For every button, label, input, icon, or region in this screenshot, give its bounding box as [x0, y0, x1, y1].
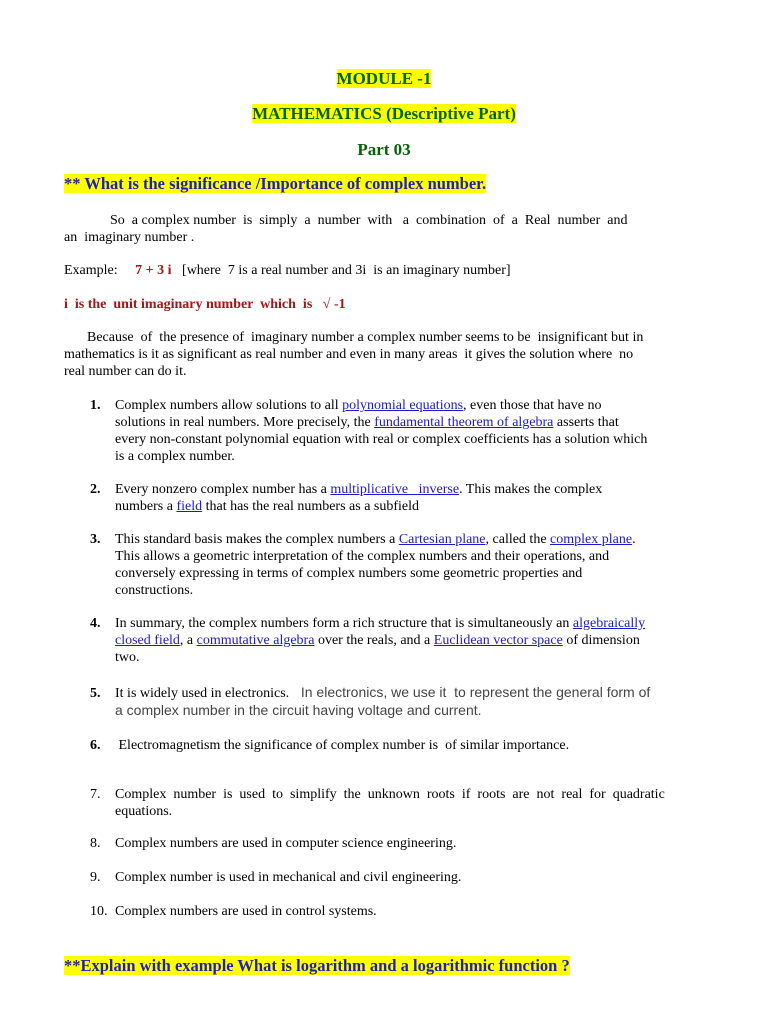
list-item: Complex numbers are used in computer science engineering.	[115, 836, 457, 851]
list-item-number: 5.	[90, 686, 101, 701]
list-item: It is widely used in electronics. In electronics, we use it to represent the general form of a complex number in the circuit having voltage and current.	[115, 684, 651, 718]
example-expression: 7 + 3 i	[135, 263, 172, 278]
example-note: [where 7 is a real number and 3i is an imaginary number]	[182, 263, 511, 278]
link-field[interactable]: field	[176, 499, 203, 514]
list-item: Complex number is used in mechanical and civil engineering.	[115, 870, 462, 885]
list-item: This standard basis makes the complex numbers a Cartesian plane, called the complex plane. This allows a geometric interpretation of the complex numbers and their operations, and conversely expressing in terms of complex numbers some geometric properties and constructions.	[115, 532, 636, 598]
list-item-number: 6.	[90, 738, 101, 753]
list-item: Every nonzero complex number has a multiplicative inverse. This makes the complex numbers a field that has the real numbers as a subfield	[115, 482, 603, 514]
list-item-number: 4.	[90, 616, 101, 631]
link-closed-field[interactable]: closed field	[115, 633, 180, 648]
link-polynomial-equations[interactable]: polynomial equations	[342, 398, 464, 413]
part-title: Part 03	[357, 140, 411, 159]
example-line	[64, 262, 704, 279]
list-item-number: 10.	[90, 904, 108, 919]
intro-line-1: So a complex number is simply a number with a combination of a Real number and	[110, 213, 628, 228]
unit-imaginary-line: i is the unit imaginary number which is √ -1	[64, 297, 346, 312]
link-commutative-algebra[interactable]: commutative algebra	[196, 633, 315, 648]
list-item: Electromagnetism the significance of complex number is of similar importance.	[115, 738, 570, 753]
because-line-1: Because of the presence of imaginary number a complex number seems to be insignificant but in	[87, 330, 644, 345]
link-euclidean-vector-space[interactable]: Euclidean vector space	[433, 633, 563, 648]
example-label: Example:	[64, 263, 118, 278]
list-item-number: 9.	[90, 870, 101, 885]
link-algebraically-closed-field[interactable]: algebraically	[572, 616, 646, 631]
link-fundamental-theorem[interactable]: fundamental theorem of algebra	[374, 415, 554, 430]
list-item: Complex numbers are used in control systems.	[115, 904, 377, 919]
module-title: MODULE -1	[336, 69, 432, 88]
link-multiplicative-inverse[interactable]: multiplicative inverse	[330, 482, 460, 497]
list-item: Complex numbers allow solutions to all polynomial equations, even those that have no solutions in real numbers. More precisely, the fundamental theorem of algebra asserts that every non-constant polynomial equation with real or complex coefficients has a solution which is a complex number.	[115, 398, 648, 464]
question-heading-complex: ** What is the significance /Importance of complex number.	[64, 174, 487, 193]
because-line-2: mathematics is it as significant as real number and even in many areas it gives the solution where no	[64, 347, 634, 362]
list-item-number: 3.	[90, 532, 101, 547]
subject-title: MATHEMATICS (Descriptive Part)	[252, 104, 516, 123]
list-item: Complex number is used to simplify the unknown roots if roots are not real for quadratic equations.	[115, 787, 665, 819]
list-item-number: 1.	[90, 398, 101, 413]
list-item-number: 7.	[90, 787, 101, 802]
list-item-number: 8.	[90, 836, 101, 851]
intro-line-2: an imaginary number .	[64, 230, 195, 245]
list-item-number: 2.	[90, 482, 101, 497]
question-heading-logarithm: **Explain with example What is logarithm and a logarithmic function ?	[64, 956, 570, 975]
list-item: In summary, the complex numbers form a rich structure that is simultaneously an algebraically closed field, a commutative algebra over the reals, and a Euclidean vector space of dimension two.	[115, 616, 646, 665]
link-complex-plane[interactable]: complex plane	[550, 532, 633, 547]
link-cartesian-plane[interactable]: Cartesian plane	[398, 532, 486, 547]
because-line-3: real number can do it.	[64, 364, 187, 379]
